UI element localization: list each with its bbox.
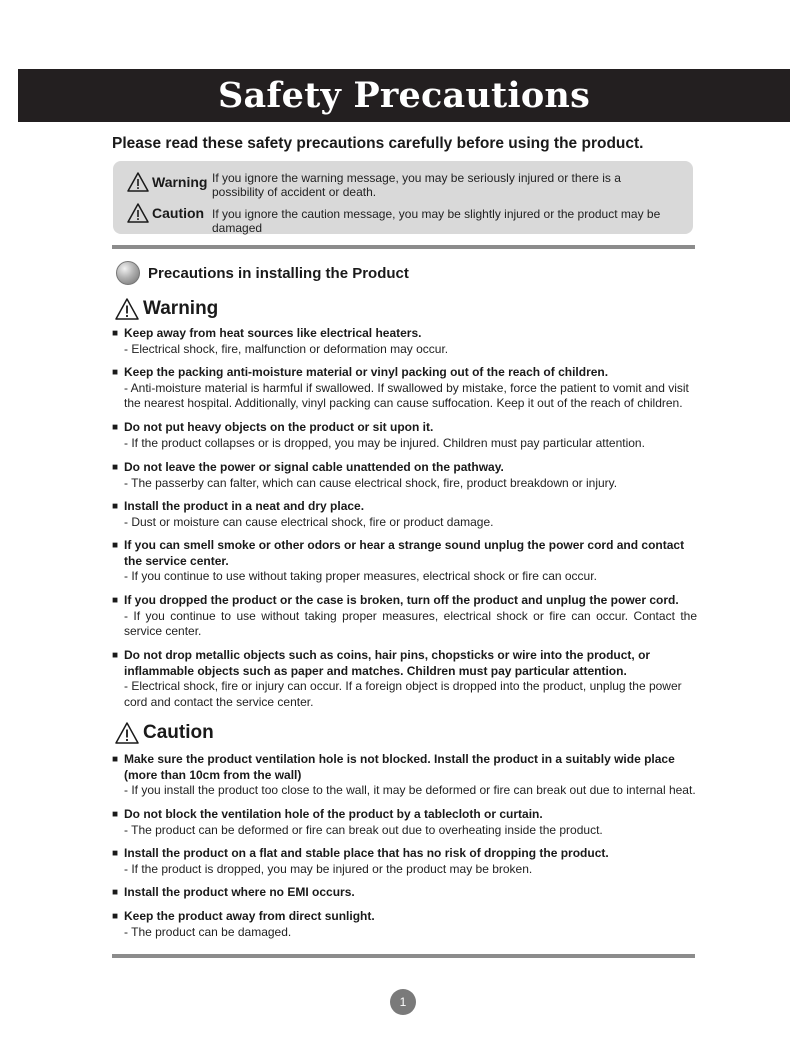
item-title: Keep the product away from direct sunlight. (124, 909, 375, 923)
caution-item (112, 846, 697, 877)
title-bar (18, 69, 790, 122)
warning-item (112, 460, 697, 491)
square-bullet-icon: ■ (112, 650, 119, 661)
section-heading (116, 261, 409, 285)
item-title: Do not leave the power or signal cable unattended on the pathway. (124, 460, 504, 474)
item-title: If you dropped the product or the case is broken, turn off the product and unplug the power cord. (124, 593, 679, 607)
item-title: Do not block the ventilation hole of the product by a tablecloth or curtain. (124, 807, 543, 821)
caution-heading (115, 722, 214, 744)
caution-item (112, 752, 697, 799)
legend-caution-text: If you ignore the caution message, you may be slightly injured or the product may be damaged (212, 207, 661, 235)
square-bullet-icon: ■ (112, 422, 119, 433)
legend-warning-text: If you ignore the warning message, you may be seriously injured or there is a possibility of accident or death. (212, 171, 621, 199)
item-detail: - Electrical shock, fire, malfunction or deformation may occur. (124, 341, 449, 356)
square-bullet-icon: ■ (112, 328, 119, 339)
warning-item (112, 326, 697, 357)
item-detail: - Dust or moisture can cause electrical shock, fire or product damage. (124, 514, 494, 529)
square-bullet-icon: ■ (112, 540, 119, 551)
caution-heading-text: Caution (143, 722, 214, 743)
legend-warning-label: Warning (152, 174, 208, 190)
warning-triangle-icon (115, 298, 139, 320)
item-detail: - Anti-moisture material is harmful if swallowed. If swallowed by mistake, force the patient to vomit and visit the nearest hospital. Additionally, vinyl packing can cause suffocation. Keep it out of the reach of children. (124, 380, 689, 410)
caution-item (112, 885, 697, 901)
item-title: Install the product in a neat and dry place. (124, 499, 365, 513)
item-title: If you can smell smoke or other odors or hear a strange sound unplug the power cord and contact the service center. (124, 538, 685, 568)
caution-triangle-icon (115, 722, 139, 744)
legend-box (113, 161, 693, 234)
warning-triangle-icon (127, 172, 149, 192)
warning-item (112, 538, 697, 585)
square-bullet-icon: ■ (112, 848, 119, 859)
warning-heading (115, 298, 218, 320)
item-title: Do not drop metallic objects such as coins, hair pins, chopsticks or wire into the product, or inflammable objects such as paper and matches. Children must pay particular attention. (124, 648, 651, 678)
item-detail: - The product can be deformed or fire can break out due to overheating inside the product. (124, 822, 603, 837)
square-bullet-icon: ■ (112, 887, 119, 898)
item-detail: - If you install the product too close to the wall, it may be deformed or fire can break out due to internal heat. (124, 783, 696, 797)
warning-item (112, 648, 697, 710)
warning-item (112, 365, 697, 412)
warning-item (112, 593, 697, 640)
caution-item (112, 909, 697, 940)
caution-triangle-icon (127, 203, 149, 223)
warning-item (112, 499, 697, 530)
intro-text: Please read these safety precautions carefully before using the product. (112, 135, 644, 152)
square-bullet-icon: ■ (112, 595, 119, 606)
item-title: Keep the packing anti-moisture material or vinyl packing out of the reach of children. (124, 365, 609, 379)
item-title: Do not put heavy objects on the product or sit upon it. (124, 420, 434, 434)
item-detail: - Electrical shock, fire or injury can occur. If a foreign object is dropped into the product, unplug the power cord and contact the service center. (124, 679, 682, 709)
divider-top (112, 245, 695, 249)
square-bullet-icon: ■ (112, 501, 119, 512)
item-title: Keep away from heat sources like electrical heaters. (124, 326, 422, 340)
square-bullet-icon: ■ (112, 754, 119, 765)
caution-item (112, 807, 697, 838)
item-detail: - If the product is dropped, you may be injured or the product may be broken. (124, 861, 533, 876)
page-number: 1 (390, 989, 416, 1015)
square-bullet-icon: ■ (112, 462, 119, 473)
square-bullet-icon: ■ (112, 809, 119, 820)
item-title: Install the product on a flat and stable place that has no risk of dropping the product. (124, 846, 609, 860)
square-bullet-icon: ■ (112, 367, 119, 378)
divider-bottom (112, 954, 695, 958)
legend-caution-label: Caution (152, 205, 205, 221)
item-detail: - The passerby can falter, which can cause electrical shock, fire, product breakdown or injury. (124, 475, 618, 490)
item-title: Make sure the product ventilation hole is not blocked. Install the product in a suitably wide place (more than 10cm from the wall) (124, 752, 675, 782)
item-detail: - If you continue to use without taking proper measures, electrical shock or fire can occur. (124, 569, 597, 583)
warning-heading-text: Warning (143, 298, 219, 319)
section-title: Precautions in installing the Product (148, 264, 409, 282)
item-detail: - If the product collapses or is dropped, you may be injured. Children must pay particular attention. (124, 435, 645, 450)
item-detail: - The product can be damaged. (124, 924, 292, 939)
warning-item (112, 420, 697, 451)
item-detail: - If you continue to use without taking proper measures, electrical shock or fire can occur. Contact the service center. (124, 608, 697, 638)
square-bullet-icon: ■ (112, 911, 119, 922)
page-title: Safety Precautions (218, 75, 590, 116)
item-title: Install the product where no EMI occurs. (124, 885, 355, 899)
section-bullet-icon (116, 261, 140, 285)
